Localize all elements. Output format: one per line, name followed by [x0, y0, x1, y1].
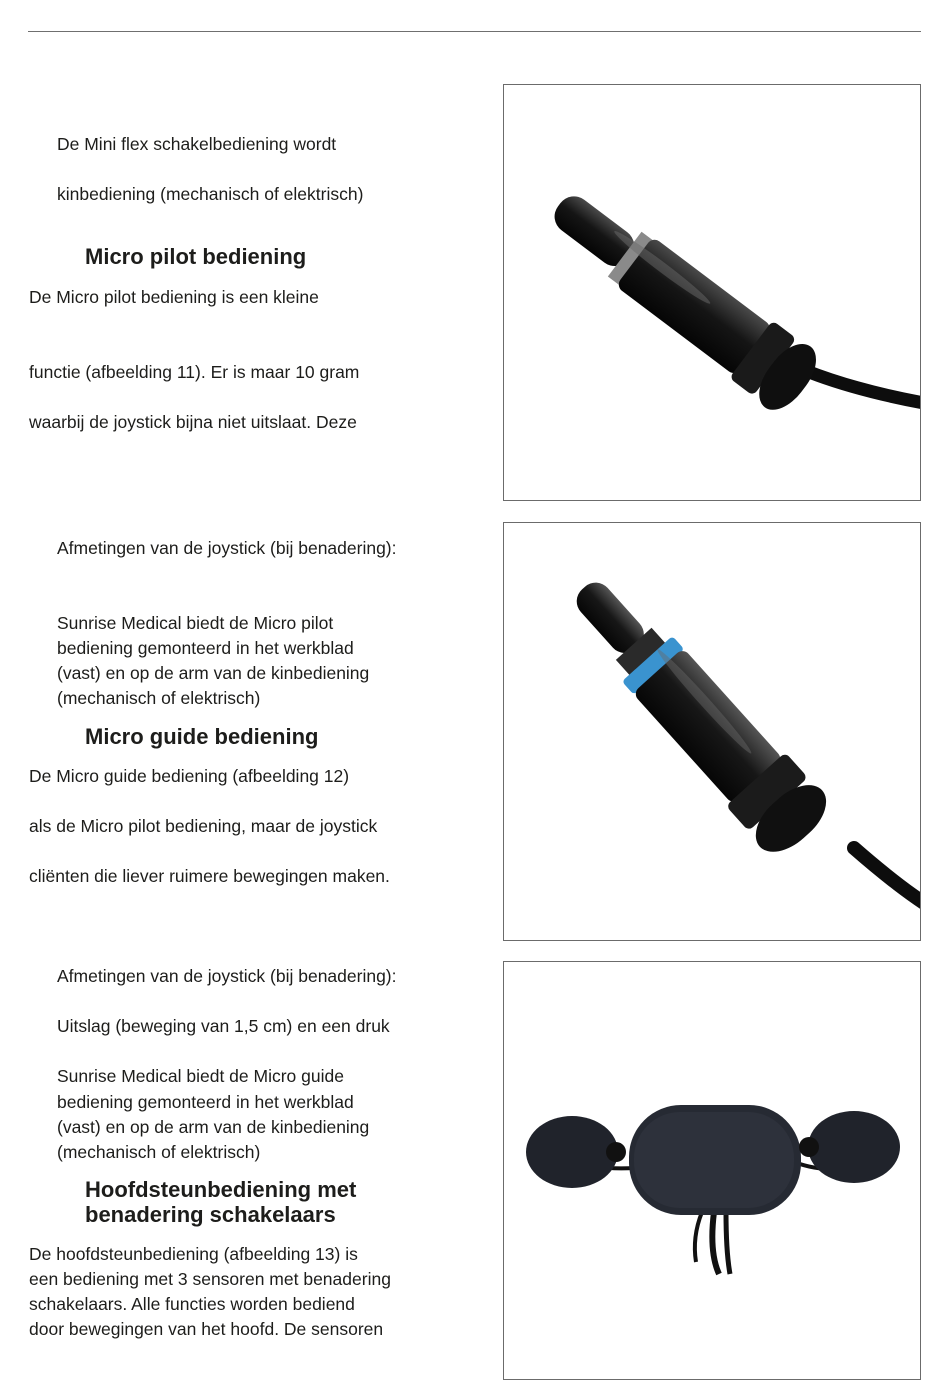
- micro-guide-mount-4: (mechanisch of elektrisch): [57, 1142, 261, 1162]
- top-rule: [28, 31, 921, 32]
- intro-line-1: De Mini flex schakelbediening wordt: [57, 134, 337, 154]
- micro-pilot-joystick-image: [504, 85, 920, 500]
- micro-pilot-mount-2: bediening gemonteerd in het werkblad: [57, 638, 354, 658]
- micro-pilot-mount-3: (vast) en op de arm van de kinbediening: [57, 663, 370, 683]
- micro-pilot-line-2: functie (afbeelding 11). Er is maar 10 gram: [29, 362, 360, 382]
- micro-pilot-line-3: waarbij de joystick bijna niet uitslaat. Deze: [29, 412, 357, 432]
- micro-pilot-mount-4: (mechanisch of elektrisch): [57, 688, 261, 708]
- headrest-image-frame: [503, 961, 921, 1380]
- headrest-line-4: door bewegingen van het hoofd. De sensoren: [29, 1319, 384, 1339]
- micro-pilot-line-1: De Micro pilot bediening is een kleine: [29, 287, 319, 307]
- headrest-line-2: een bediening met 3 sensoren met benadering: [29, 1269, 391, 1289]
- headrest-control-image: [504, 962, 920, 1379]
- micro-guide-line-3: cliënten die liever ruimere bewegingen maken.: [29, 866, 390, 886]
- micro-guide-image-frame: [503, 522, 921, 941]
- heading-headrest-line-1: Hoofdsteunbediening met: [85, 1177, 357, 1202]
- micro-guide-mount-2: bediening gemonteerd in het werkblad: [57, 1092, 354, 1112]
- micro-guide-line-2: als de Micro pilot bediening, maar de joystick: [29, 816, 378, 836]
- heading-micro-pilot: Micro pilot bediening: [85, 244, 307, 269]
- micro-guide-line-1: De Micro guide bediening (afbeelding 12): [29, 766, 350, 786]
- micro-guide-joystick-image: [504, 523, 920, 940]
- micro-guide-mount-1: Sunrise Medical biedt de Micro guide: [57, 1066, 344, 1086]
- headrest-line-3: schakelaars. Alle functies worden bediend: [29, 1294, 355, 1314]
- headrest-line-1: De hoofdsteunbediening (afbeelding 13) is: [29, 1244, 358, 1264]
- micro-pilot-mount-1: Sunrise Medical biedt de Micro pilot: [57, 613, 334, 633]
- heading-headrest-line-2: benadering schakelaars: [85, 1202, 336, 1227]
- micro-pilot-dimensions: Afmetingen van de joystick (bij benadering):: [57, 538, 397, 558]
- micro-guide-mount-3: (vast) en op de arm van de kinbediening: [57, 1117, 370, 1137]
- micro-pilot-image-frame: [503, 84, 921, 501]
- heading-micro-guide: Micro guide bediening: [85, 724, 319, 749]
- micro-guide-travel: Uitslag (beweging van 1,5 cm) en een druk: [57, 1016, 390, 1036]
- intro-line-2: kinbediening (mechanisch of elektrisch): [57, 184, 364, 204]
- micro-guide-dimensions: Afmetingen van de joystick (bij benadering):: [57, 966, 397, 986]
